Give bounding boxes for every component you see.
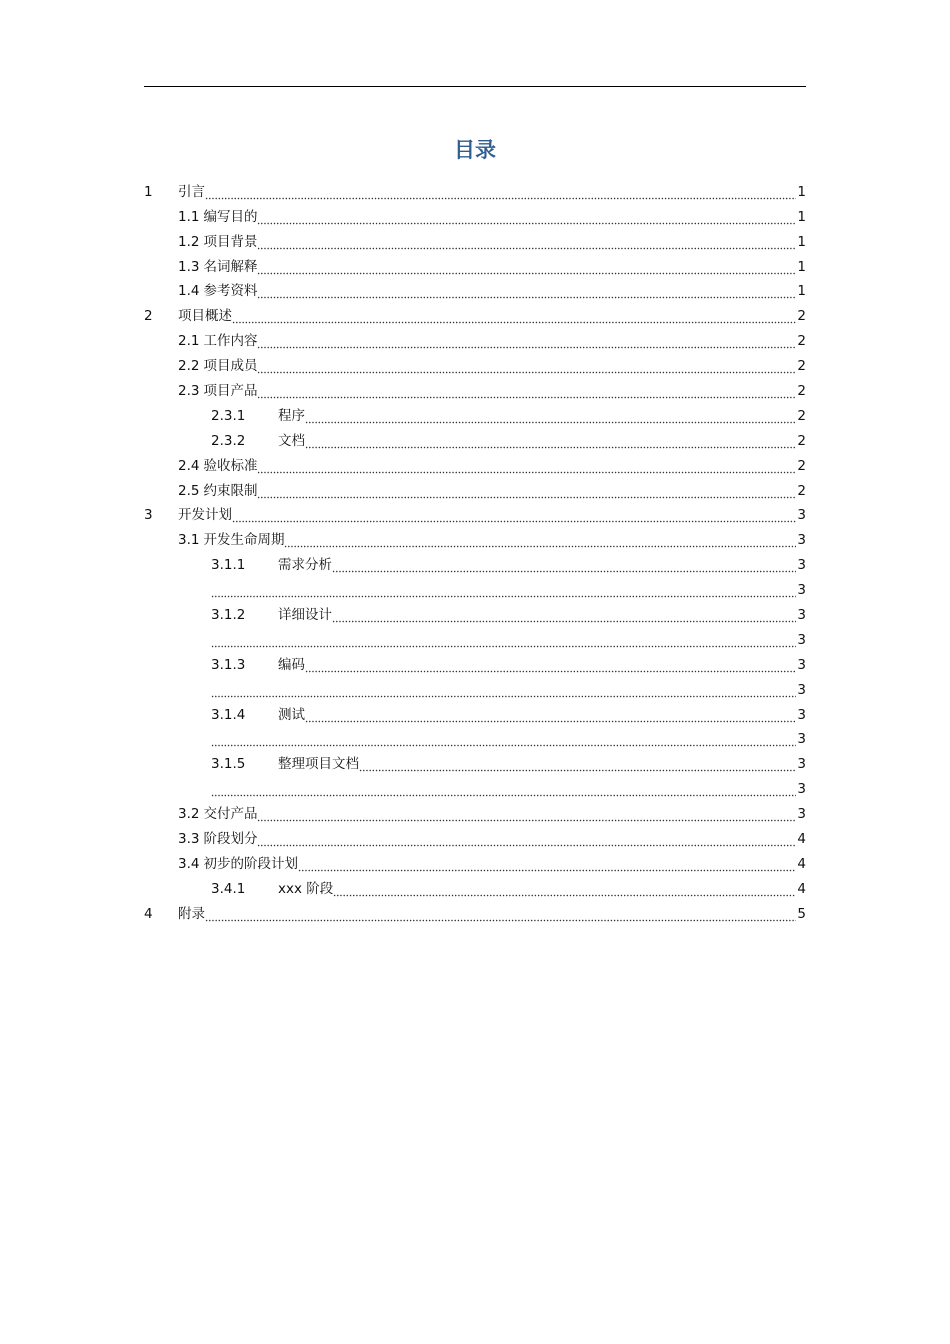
toc-entry-page-number: 3 [796,507,806,526]
toc-entry[interactable] [144,477,806,502]
toc-entry[interactable] [144,302,806,327]
toc-entry-number: 3.1 [178,532,203,551]
toc-entry[interactable] [144,526,806,551]
toc-dot-leader [257,333,796,349]
toc-entry-title: 项目成员 [203,358,257,377]
toc-dot-leader [298,856,796,872]
toc-entry-page-number: 2 [796,383,806,402]
toc-entry[interactable] [144,875,806,900]
toc-entry-page-number: 2 [796,458,806,477]
toc-entry[interactable] [144,327,806,352]
toc-entry-page-number: 4 [796,856,806,875]
toc-entry[interactable] [144,352,806,377]
toc-entry-title: 名词解释 [203,259,257,278]
toc-entry-page-number: 2 [796,358,806,377]
toc-entry-page-number: 4 [796,831,806,850]
toc-dot-leader [333,881,796,897]
toc-dot-leader [257,358,796,374]
toc-entry-title: 项目背景 [203,234,257,253]
toc-dot-leader [257,806,796,822]
toc-entry-title: 验收标准 [203,458,257,477]
toc-entry[interactable] [144,676,806,701]
toc-dot-leader [305,408,796,424]
toc-entry-title: 编码 [278,657,305,676]
toc-dot-leader [257,831,796,847]
toc-entry-page-number: 3 [796,657,806,676]
toc-dot-leader [205,906,796,922]
toc-entry-number: 3.1.4 [211,707,278,726]
toc-entry-title: 项目产品 [203,383,257,402]
toc-entry-page-number: 3 [796,731,806,750]
toc-dot-leader [257,209,796,225]
toc-dot-leader [211,731,796,747]
toc-dot-leader [257,383,796,399]
toc-entry-number: 3.4.1 [211,881,278,900]
toc-dot-leader [305,657,796,673]
toc-entry[interactable] [144,452,806,477]
toc-dot-leader [305,433,796,449]
toc-entry-page-number: 3 [796,532,806,551]
toc-entry-title: 引言 [178,184,205,203]
toc-entry-title: 阶段划分 [203,831,257,850]
toc-dot-leader [205,184,796,200]
toc-entry-page-number: 5 [796,906,806,925]
toc-entry[interactable] [144,825,806,850]
toc-entry-page-number: 2 [796,333,806,352]
toc-entry-title: 参考资料 [203,283,257,302]
toc-entry-page-number: 3 [796,582,806,601]
toc-entry-title: 附录 [178,906,205,925]
toc-entry-title: 文档 [278,433,305,452]
toc-entry-title: 约束限制 [203,483,257,502]
toc-entry[interactable] [144,402,806,427]
toc-dot-leader [257,458,796,474]
toc-dot-leader [232,308,796,324]
toc-entry[interactable] [144,775,806,800]
toc-dot-leader [257,259,796,275]
toc-entry-number: 3.1.3 [211,657,278,676]
toc-entry-page-number: 3 [796,682,806,701]
toc-entry-number: 3.1.1 [211,557,278,576]
toc-entry-page-number: 1 [796,283,806,302]
toc-dot-leader [284,532,796,548]
toc-entry[interactable] [144,377,806,402]
toc-dot-leader [211,582,796,598]
toc-entry-number: 2.5 [178,483,203,502]
toc-dot-leader [211,682,796,698]
toc-entry-page-number: 3 [796,781,806,800]
toc-dot-leader [305,707,796,723]
toc-entry-title: 需求分析 [278,557,332,576]
toc-entry[interactable] [144,253,806,278]
toc-entry[interactable] [144,427,806,452]
toc-entry-number: 3.1.5 [211,756,278,775]
toc-entry[interactable] [144,178,806,203]
toc-entry-title: 整理项目文档 [278,756,359,775]
toc-entry-number: 1.2 [178,234,203,253]
toc-entry[interactable] [144,203,806,228]
toc-entry-page-number: 2 [796,308,806,327]
toc-dot-leader [211,632,796,648]
toc-entry-number: 2.3 [178,383,203,402]
toc-entry[interactable] [144,228,806,253]
toc-entry[interactable] [144,601,806,626]
toc-entry-number: 1.4 [178,283,203,302]
toc-entry-number: 3 [144,507,178,526]
toc-entry-title: 详细设计 [278,607,332,626]
toc-entry-number: 1.3 [178,259,203,278]
toc-title: 目录 [454,138,496,162]
toc-entry-number: 3.4 [178,856,203,875]
toc-dot-leader [257,483,796,499]
toc-entry-page-number: 2 [796,433,806,452]
toc-entry-title: 开发生命周期 [203,532,284,551]
toc-dot-leader [359,756,796,772]
toc-entry-page-number: 4 [796,881,806,900]
toc-entry-title: xxx 阶段 [278,881,333,900]
table-of-contents [144,178,806,925]
toc-entry-page-number: 1 [796,184,806,203]
toc-entry-page-number: 3 [796,756,806,775]
toc-entry-number: 3.2 [178,806,203,825]
toc-entry-title: 交付产品 [203,806,257,825]
toc-entry[interactable] [144,502,806,527]
toc-entry-number: 2.3.1 [211,408,278,427]
toc-entry-number: 2 [144,308,178,327]
toc-entry-number: 3.3 [178,831,203,850]
toc-entry-title: 开发计划 [178,507,232,526]
toc-entry-title: 项目概述 [178,308,232,327]
toc-entry[interactable] [144,850,806,875]
toc-entry-page-number: 2 [796,483,806,502]
toc-entry-title: 编写目的 [203,209,257,228]
toc-entry[interactable] [144,651,806,676]
toc-entry-title: 测试 [278,707,305,726]
toc-entry[interactable] [144,800,806,825]
toc-entry-number: 1.1 [178,209,203,228]
toc-dot-leader [332,607,796,623]
toc-entry-page-number: 1 [796,234,806,253]
toc-entry[interactable] [144,576,806,601]
header-rule [144,86,806,87]
toc-entry-title: 初步的阶段计划 [203,856,298,875]
toc-entry-number: 1 [144,184,178,203]
toc-entry-title: 工作内容 [203,333,257,352]
toc-dot-leader [232,507,796,523]
toc-entry-page-number: 2 [796,408,806,427]
toc-entry-page-number: 3 [796,806,806,825]
toc-entry-page-number: 3 [796,557,806,576]
toc-entry[interactable] [144,900,806,925]
toc-entry-page-number: 3 [796,607,806,626]
toc-entry-page-number: 1 [796,259,806,278]
toc-entry-number: 2.4 [178,458,203,477]
toc-entry-number: 2.2 [178,358,203,377]
toc-entry-page-number: 3 [796,632,806,651]
toc-entry-page-number: 1 [796,209,806,228]
toc-entry[interactable] [144,701,806,726]
toc-entry-number: 4 [144,906,178,925]
toc-entry[interactable] [144,726,806,751]
toc-dot-leader [211,781,796,797]
toc-entry-number: 3.1.2 [211,607,278,626]
toc-dot-leader [257,234,796,250]
toc-entry-page-number: 3 [796,707,806,726]
toc-dot-leader [257,283,796,299]
toc-entry[interactable] [144,750,806,775]
toc-entry[interactable] [144,278,806,303]
toc-entry-number: 2.1 [178,333,203,352]
toc-entry[interactable] [144,626,806,651]
toc-entry-title: 程序 [278,408,305,427]
toc-dot-leader [332,557,796,573]
toc-entry-number: 2.3.2 [211,433,278,452]
toc-entry[interactable] [144,551,806,576]
